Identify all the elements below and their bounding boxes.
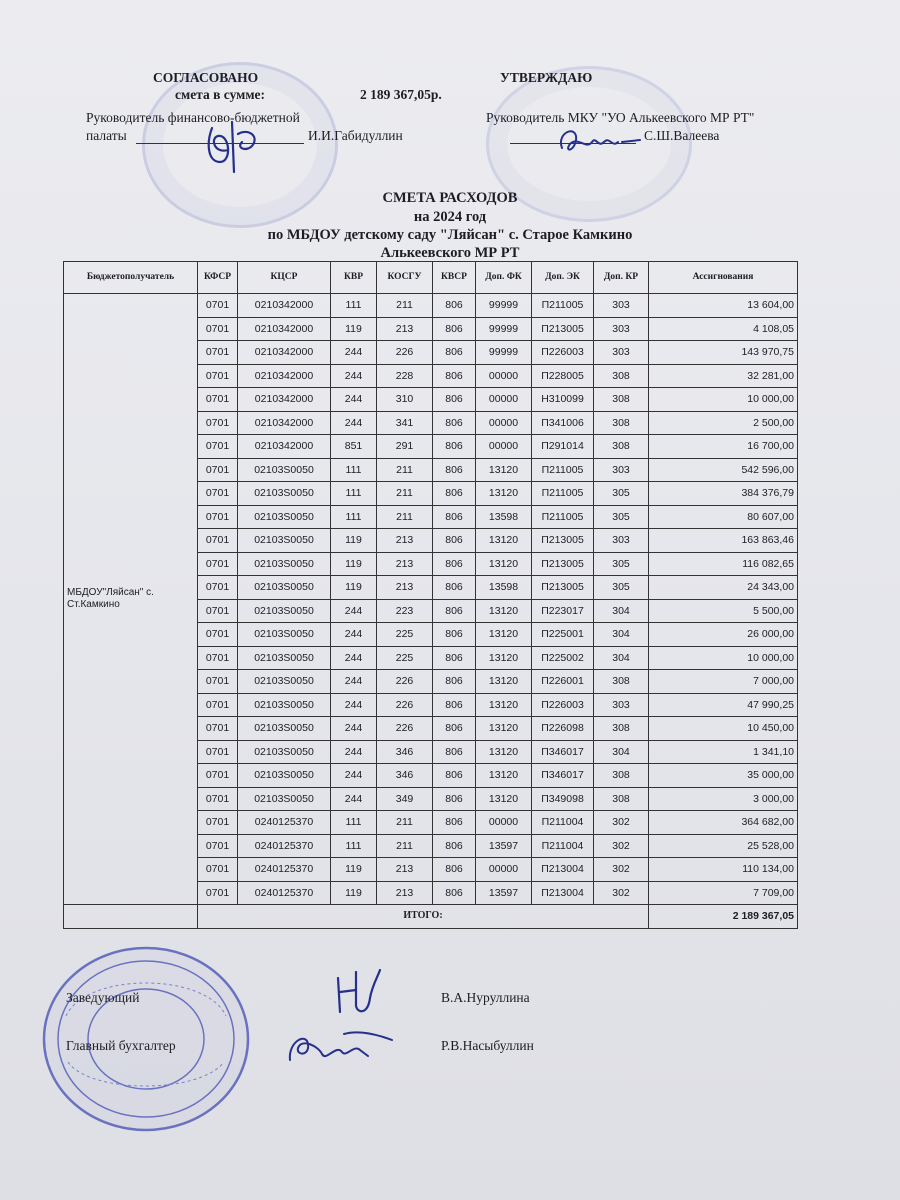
cell-dop-ek: П341006	[532, 411, 594, 435]
cell-dop-ek: П213005	[532, 317, 594, 341]
cell-kosgu: 213	[377, 858, 433, 882]
cell-kvsr: 806	[433, 623, 476, 647]
approval-left-heading: СОГЛАСОВАНО	[153, 70, 259, 85]
cell-kfsr: 0701	[198, 529, 238, 553]
cell-allocation: 110 134,00	[649, 858, 798, 882]
cell-dop-fk: 00000	[476, 811, 532, 835]
cell-kvsr: 806	[433, 787, 476, 811]
cell-dop-fk: 13120	[476, 529, 532, 553]
cell-kosgu: 211	[377, 811, 433, 835]
cell-dop-kr: 308	[594, 364, 649, 388]
cell-kfsr: 0701	[198, 458, 238, 482]
cell-kcsr: 02103S0050	[238, 693, 331, 717]
cell-dop-kr: 303	[594, 294, 649, 318]
cell-kfsr: 0701	[198, 623, 238, 647]
cell-dop-ek: П228005	[532, 364, 594, 388]
column-header-dop-kr: Доп. КР	[594, 262, 649, 294]
cell-dop-fk: 99999	[476, 317, 532, 341]
column-header-kosgu: КОСГУ	[377, 262, 433, 294]
cell-dop-ek: П223017	[532, 599, 594, 623]
cell-kcsr: 0240125370	[238, 881, 331, 905]
cell-dop-ek: П211004	[532, 834, 594, 858]
cell-kvr: 111	[331, 811, 377, 835]
cell-allocation: 35 000,00	[649, 764, 798, 788]
cell-kfsr: 0701	[198, 670, 238, 694]
cell-allocation: 2 500,00	[649, 411, 798, 435]
cell-kvsr: 806	[433, 717, 476, 741]
cell-allocation: 5 500,00	[649, 599, 798, 623]
cell-allocation: 25 528,00	[649, 834, 798, 858]
cell-allocation: 80 607,00	[649, 505, 798, 529]
cell-kosgu: 211	[377, 505, 433, 529]
head-name: В.А.Нуруллина	[441, 990, 530, 1005]
cell-kvr: 244	[331, 740, 377, 764]
cell-kosgu: 226	[377, 670, 433, 694]
cell-kvsr: 806	[433, 411, 476, 435]
cell-kvsr: 806	[433, 364, 476, 388]
cell-kvr: 111	[331, 505, 377, 529]
cell-dop-fk: 00000	[476, 364, 532, 388]
cell-kosgu: 226	[377, 341, 433, 365]
cell-kvr: 244	[331, 764, 377, 788]
document-title: СМЕТА РАСХОДОВ	[382, 190, 518, 206]
cell-kosgu: 226	[377, 693, 433, 717]
cell-kvr: 244	[331, 411, 377, 435]
cell-dop-fk: 13120	[476, 787, 532, 811]
cell-kcsr: 0210342000	[238, 435, 331, 459]
recipient-cell: МБДОУ"Ляйсан" с. Ст.Камкино	[64, 294, 198, 905]
cell-kvsr: 806	[433, 834, 476, 858]
cell-kvr: 244	[331, 388, 377, 412]
total-label: ИТОГО:	[198, 905, 649, 929]
cell-kvsr: 806	[433, 576, 476, 600]
cell-dop-fk: 13120	[476, 670, 532, 694]
cell-kcsr: 02103S0050	[238, 740, 331, 764]
signature-right-icon	[552, 118, 644, 162]
cell-kvr: 119	[331, 552, 377, 576]
cell-dop-fk: 13598	[476, 505, 532, 529]
cell-kfsr: 0701	[198, 317, 238, 341]
cell-kcsr: 02103S0050	[238, 717, 331, 741]
cell-kvr: 244	[331, 341, 377, 365]
cell-kfsr: 0701	[198, 435, 238, 459]
cell-kcsr: 0240125370	[238, 811, 331, 835]
cell-kvsr: 806	[433, 388, 476, 412]
cell-dop-kr: 308	[594, 717, 649, 741]
cell-dop-kr: 308	[594, 388, 649, 412]
cell-kvsr: 806	[433, 599, 476, 623]
approval-amount-value: 2 189 367,05р.	[360, 87, 442, 102]
total-blank-cell	[64, 905, 198, 929]
cell-kvsr: 806	[433, 858, 476, 882]
cell-kvsr: 806	[433, 811, 476, 835]
total-row	[64, 905, 798, 929]
cell-kcsr: 0210342000	[238, 341, 331, 365]
expense-table	[63, 261, 798, 929]
cell-dop-kr: 305	[594, 576, 649, 600]
cell-kvr: 244	[331, 693, 377, 717]
cell-kosgu: 211	[377, 482, 433, 506]
cell-kcsr: 0210342000	[238, 294, 331, 318]
cell-kfsr: 0701	[198, 787, 238, 811]
cell-allocation: 10 000,00	[649, 646, 798, 670]
cell-dop-fk: 00000	[476, 435, 532, 459]
cell-kvr: 244	[331, 787, 377, 811]
cell-allocation: 32 281,00	[649, 364, 798, 388]
cell-kcsr: 02103S0050	[238, 529, 331, 553]
cell-kvsr: 806	[433, 529, 476, 553]
table-header-row	[64, 262, 798, 294]
column-header-kcsr: КЦСР	[238, 262, 331, 294]
cell-allocation: 10 450,00	[649, 717, 798, 741]
column-header-dop-fk: Доп. ФК	[476, 262, 532, 294]
cell-kvsr: 806	[433, 317, 476, 341]
cell-dop-fk: 00000	[476, 411, 532, 435]
cell-dop-kr: 302	[594, 811, 649, 835]
cell-kcsr: 02103S0050	[238, 599, 331, 623]
cell-dop-ek: П346017	[532, 764, 594, 788]
signature-head-icon	[330, 962, 386, 1032]
cell-dop-ek: Н310099	[532, 388, 594, 412]
cell-kvsr: 806	[433, 670, 476, 694]
document-region: Алькеевского МР РТ	[380, 245, 520, 261]
cell-kvsr: 806	[433, 458, 476, 482]
cell-dop-ek: П211005	[532, 482, 594, 506]
cell-kosgu: 211	[377, 458, 433, 482]
cell-dop-ek: П346017	[532, 740, 594, 764]
cell-kvr: 244	[331, 623, 377, 647]
cell-allocation: 384 376,79	[649, 482, 798, 506]
cell-kvr: 244	[331, 717, 377, 741]
cell-kosgu: 225	[377, 646, 433, 670]
cell-dop-ek: П226003	[532, 693, 594, 717]
cell-kvr: 119	[331, 317, 377, 341]
cell-allocation: 4 108,05	[649, 317, 798, 341]
cell-kfsr: 0701	[198, 505, 238, 529]
cell-kvr: 851	[331, 435, 377, 459]
cell-allocation: 1 341,10	[649, 740, 798, 764]
cell-dop-ek: П226001	[532, 670, 594, 694]
cell-dop-kr: 308	[594, 435, 649, 459]
cell-kosgu: 213	[377, 881, 433, 905]
cell-dop-fk: 13120	[476, 717, 532, 741]
cell-kvr: 119	[331, 576, 377, 600]
cell-kcsr: 02103S0050	[238, 787, 331, 811]
cell-kvr: 244	[331, 599, 377, 623]
cell-dop-kr: 303	[594, 693, 649, 717]
cell-kfsr: 0701	[198, 599, 238, 623]
cell-kvsr: 806	[433, 764, 476, 788]
cell-kvr: 244	[331, 646, 377, 670]
cell-kcsr: 0240125370	[238, 858, 331, 882]
cell-allocation: 3 000,00	[649, 787, 798, 811]
cell-allocation: 13 604,00	[649, 294, 798, 318]
approval-right-position: Руководитель МКУ "УО Алькеевского МР РТ"	[486, 110, 755, 125]
cell-dop-kr: 303	[594, 317, 649, 341]
cell-kvsr: 806	[433, 646, 476, 670]
signature-accountant-icon	[284, 1026, 396, 1072]
cell-kfsr: 0701	[198, 482, 238, 506]
cell-dop-fk: 13120	[476, 623, 532, 647]
cell-dop-kr: 308	[594, 411, 649, 435]
cell-allocation: 26 000,00	[649, 623, 798, 647]
cell-dop-kr: 302	[594, 881, 649, 905]
cell-kfsr: 0701	[198, 341, 238, 365]
cell-dop-ek: П211004	[532, 811, 594, 835]
cell-dop-kr: 308	[594, 764, 649, 788]
cell-dop-fk: 13598	[476, 576, 532, 600]
cell-kcsr: 0210342000	[238, 411, 331, 435]
column-header-recipient: Бюджетополучатель	[64, 262, 198, 294]
cell-dop-ek: П349098	[532, 787, 594, 811]
cell-kcsr: 02103S0050	[238, 646, 331, 670]
cell-kvr: 111	[331, 294, 377, 318]
cell-kosgu: 349	[377, 787, 433, 811]
cell-dop-fk: 13120	[476, 552, 532, 576]
cell-allocation: 7 709,00	[649, 881, 798, 905]
cell-dop-kr: 303	[594, 341, 649, 365]
cell-kcsr: 0210342000	[238, 388, 331, 412]
cell-dop-kr: 303	[594, 458, 649, 482]
cell-dop-kr: 305	[594, 482, 649, 506]
cell-kfsr: 0701	[198, 576, 238, 600]
accountant-name: Р.В.Насыбуллин	[441, 1038, 534, 1053]
cell-dop-fk: 00000	[476, 388, 532, 412]
cell-kfsr: 0701	[198, 881, 238, 905]
column-header-kvr: КВР	[331, 262, 377, 294]
cell-dop-kr: 304	[594, 646, 649, 670]
cell-kosgu: 211	[377, 834, 433, 858]
cell-dop-ek: П226098	[532, 717, 594, 741]
cell-kvr: 119	[331, 881, 377, 905]
cell-dop-fk: 13120	[476, 740, 532, 764]
cell-dop-ek: П213005	[532, 576, 594, 600]
cell-dop-ek: П226003	[532, 341, 594, 365]
cell-kcsr: 02103S0050	[238, 505, 331, 529]
cell-kfsr: 0701	[198, 811, 238, 835]
cell-kfsr: 0701	[198, 646, 238, 670]
cell-kfsr: 0701	[198, 294, 238, 318]
cell-kfsr: 0701	[198, 740, 238, 764]
cell-kosgu: 213	[377, 576, 433, 600]
cell-kosgu: 310	[377, 388, 433, 412]
cell-kosgu: 211	[377, 294, 433, 318]
cell-kosgu: 213	[377, 529, 433, 553]
cell-dop-kr: 308	[594, 670, 649, 694]
approval-left-position-line1: Руководитель финансово-бюджетной	[86, 110, 300, 125]
cell-kvr: 111	[331, 458, 377, 482]
cell-allocation: 143 970,75	[649, 341, 798, 365]
cell-kosgu: 341	[377, 411, 433, 435]
cell-kcsr: 0210342000	[238, 364, 331, 388]
cell-dop-fk: 99999	[476, 341, 532, 365]
approval-right-heading: УТВЕРЖДАЮ	[500, 70, 593, 85]
cell-dop-kr: 304	[594, 740, 649, 764]
cell-kvr: 244	[331, 670, 377, 694]
cell-kvsr: 806	[433, 693, 476, 717]
cell-kvr: 244	[331, 364, 377, 388]
cell-kfsr: 0701	[198, 858, 238, 882]
cell-dop-fk: 13120	[476, 764, 532, 788]
cell-dop-ek: П211005	[532, 294, 594, 318]
cell-dop-ek: П211005	[532, 505, 594, 529]
cell-allocation: 24 343,00	[649, 576, 798, 600]
cell-kvr: 111	[331, 834, 377, 858]
cell-kfsr: 0701	[198, 552, 238, 576]
cell-kfsr: 0701	[198, 693, 238, 717]
cell-kfsr: 0701	[198, 364, 238, 388]
cell-kosgu: 213	[377, 317, 433, 341]
cell-dop-ek: П213004	[532, 881, 594, 905]
cell-dop-fk: 99999	[476, 294, 532, 318]
cell-kvsr: 806	[433, 435, 476, 459]
total-value: 2 189 367,05	[649, 905, 798, 929]
cell-allocation: 47 990,25	[649, 693, 798, 717]
cell-kcsr: 02103S0050	[238, 576, 331, 600]
cell-dop-ek: П213004	[532, 858, 594, 882]
column-header-kfsr: КФСР	[198, 262, 238, 294]
column-header-dop-ek: Доп. ЭК	[532, 262, 594, 294]
cell-dop-fk: 13597	[476, 834, 532, 858]
cell-dop-ek: П213005	[532, 552, 594, 576]
cell-dop-fk: 13597	[476, 881, 532, 905]
cell-kfsr: 0701	[198, 411, 238, 435]
cell-kvsr: 806	[433, 482, 476, 506]
cell-kvr: 119	[331, 858, 377, 882]
cell-dop-fk: 00000	[476, 858, 532, 882]
document-subject: по МБДОУ детскому саду "Ляйсан" с. Старое Камкино	[267, 227, 633, 243]
cell-kcsr: 02103S0050	[238, 623, 331, 647]
cell-dop-ek: П211005	[532, 458, 594, 482]
column-header-allocation: Ассигнования	[649, 262, 798, 294]
cell-dop-fk: 13120	[476, 693, 532, 717]
document-year: на 2024 год	[413, 209, 487, 225]
cell-kvsr: 806	[433, 740, 476, 764]
cell-kcsr: 02103S0050	[238, 482, 331, 506]
cell-allocation: 116 082,65	[649, 552, 798, 576]
cell-dop-ek: П213005	[532, 529, 594, 553]
cell-kvr: 119	[331, 529, 377, 553]
cell-dop-fk: 13120	[476, 599, 532, 623]
cell-allocation: 163 863,46	[649, 529, 798, 553]
cell-dop-ek: П225002	[532, 646, 594, 670]
cell-kosgu: 346	[377, 740, 433, 764]
cell-kvsr: 806	[433, 505, 476, 529]
cell-dop-kr: 305	[594, 505, 649, 529]
cell-kosgu: 225	[377, 623, 433, 647]
cell-dop-kr: 303	[594, 529, 649, 553]
cell-dop-kr: 304	[594, 623, 649, 647]
signature-left-icon	[198, 118, 268, 174]
approval-right-signer: С.Ш.Валеева	[644, 128, 720, 143]
cell-kcsr: 02103S0050	[238, 552, 331, 576]
cell-dop-fk: 13120	[476, 646, 532, 670]
approval-left-signer: И.И.Габидуллин	[308, 128, 403, 143]
cell-dop-kr: 305	[594, 552, 649, 576]
cell-allocation: 7 000,00	[649, 670, 798, 694]
column-header-kvsr: КВСР	[433, 262, 476, 294]
cell-kvsr: 806	[433, 552, 476, 576]
cell-dop-fk: 13120	[476, 482, 532, 506]
cell-kosgu: 226	[377, 717, 433, 741]
cell-dop-kr: 302	[594, 834, 649, 858]
cell-kfsr: 0701	[198, 834, 238, 858]
cell-dop-kr: 302	[594, 858, 649, 882]
cell-kvsr: 806	[433, 881, 476, 905]
cell-kvsr: 806	[433, 294, 476, 318]
head-title: Заведующий	[66, 990, 140, 1005]
cell-kosgu: 346	[377, 764, 433, 788]
cell-kcsr: 0210342000	[238, 317, 331, 341]
cell-kcsr: 02103S0050	[238, 458, 331, 482]
cell-kosgu: 291	[377, 435, 433, 459]
approval-left-amount-label: смета в сумме:	[175, 87, 266, 102]
cell-dop-fk: 13120	[476, 458, 532, 482]
cell-kosgu: 228	[377, 364, 433, 388]
cell-dop-kr: 308	[594, 787, 649, 811]
cell-kcsr: 0240125370	[238, 834, 331, 858]
cell-kvr: 111	[331, 482, 377, 506]
cell-kfsr: 0701	[198, 717, 238, 741]
cell-allocation: 542 596,00	[649, 458, 798, 482]
cell-kcsr: 02103S0050	[238, 670, 331, 694]
cell-kosgu: 213	[377, 552, 433, 576]
approval-left-position-line2: палаты	[86, 128, 127, 143]
cell-allocation: 364 682,00	[649, 811, 798, 835]
cell-dop-kr: 304	[594, 599, 649, 623]
cell-dop-ek: П225001	[532, 623, 594, 647]
cell-kfsr: 0701	[198, 764, 238, 788]
cell-kfsr: 0701	[198, 388, 238, 412]
table-row	[64, 294, 798, 318]
accountant-title: Главный бухгалтер	[66, 1038, 176, 1053]
cell-kcsr: 02103S0050	[238, 764, 331, 788]
cell-kosgu: 223	[377, 599, 433, 623]
cell-dop-ek: П291014	[532, 435, 594, 459]
cell-allocation: 10 000,00	[649, 388, 798, 412]
cell-kvsr: 806	[433, 341, 476, 365]
cell-allocation: 16 700,00	[649, 435, 798, 459]
